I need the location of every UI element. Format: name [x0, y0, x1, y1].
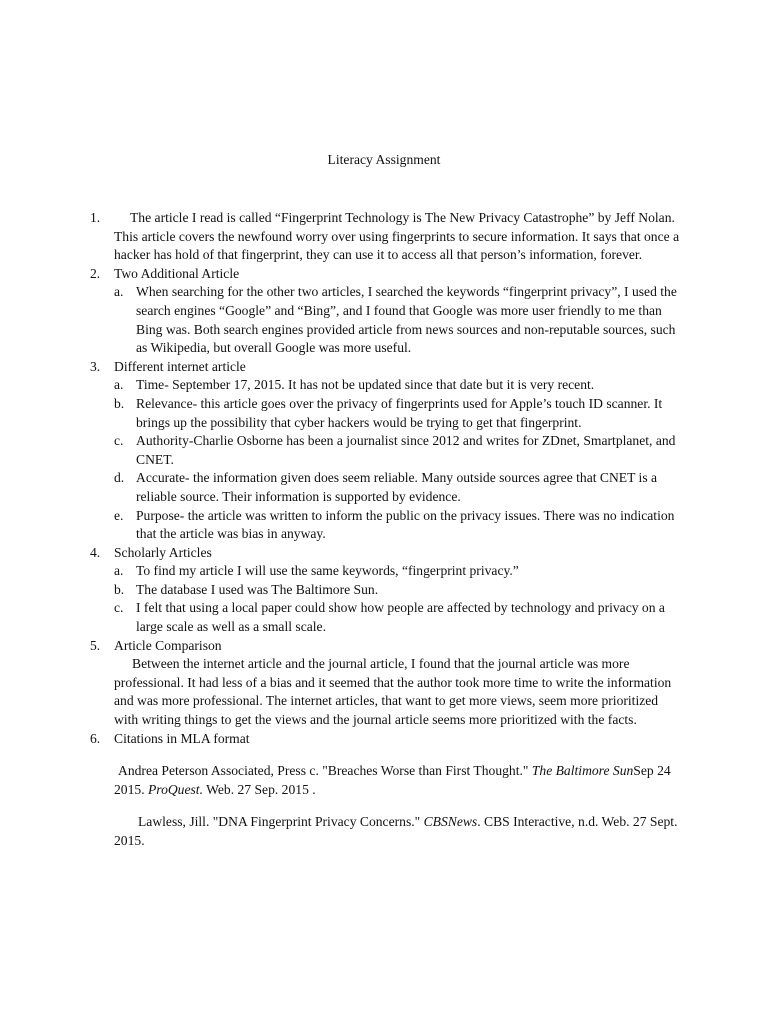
citation-source-title: The Baltimore Sun — [531, 763, 634, 779]
item-heading: Two Additional Article — [114, 265, 240, 281]
sub-item-text: When searching for the other two articles, I searched the keywords “fingerprint privacy”, I used the search engines “Google” and “Bing”, and I found that Google was more user friendly to me than Bing was. Both search engines provided article from news sources and non-reputable sources, such as Wikipedia, but overall Google was more useful. — [136, 284, 677, 356]
sub-item — [90, 395, 680, 432]
sub-item-text: Time- September 17, 2015. It has not be updated since that date but it is very recent. — [136, 377, 595, 393]
sub-item — [90, 599, 680, 636]
citation-database: ProQuest. — [147, 781, 203, 797]
list-item-3 — [90, 358, 680, 377]
sub-item — [90, 283, 680, 357]
sub-item-text: To find my article I will use the same keywords, “fingerprint privacy.” — [136, 563, 519, 579]
sub-item-text: Relevance- this article goes over the privacy of fingerprints used for Apple’s touch ID scanner. It brings up the possibility that cyber hackers would be trying to get that fingerprint. — [136, 395, 663, 430]
item-heading: Different internet article — [114, 358, 246, 374]
sub-item — [90, 469, 680, 506]
list-item-4 — [90, 544, 680, 563]
sub-item-letter: b. — [114, 581, 125, 597]
item-number: 4. — [90, 544, 101, 560]
sub-item — [90, 432, 680, 469]
list-item-2 — [90, 265, 680, 284]
citation-source-title: CBSNews — [423, 814, 478, 830]
citation-text: . CBS Interactive, n.d. Web. 27 Sept. 2015. — [114, 814, 678, 848]
sub-item-letter: c. — [114, 600, 124, 616]
sub-item-letter: c. — [114, 433, 124, 449]
item-number: 5. — [90, 637, 101, 653]
item-number: 6. — [90, 730, 101, 746]
list-item-5 — [90, 637, 680, 656]
sub-item-text: Authority-Charlie Osborne has been a journalist since 2012 and writes for ZDnet, Smartplanet, and CNET. — [136, 433, 676, 467]
citation-text: Lawless, Jill. "DNA Fingerprint Privacy Concerns." — [138, 814, 424, 830]
item-text: The article I read is called “Fingerprint Technology is The New Privacy Catastrophe” by Jeff Nolan. This article covers the newfound worry over using fingerprints to secure information. It says that once a hacker has hold of that fingerprint, they can use it to access all that person’s information, forever. — [114, 210, 680, 263]
item-number: 3. — [90, 358, 101, 374]
sub-item — [90, 581, 680, 600]
comparison-paragraph: Between the internet article and the journal article, I found that the journal article was more professional. It had less of a bias and it seemed that the author took more time to write the information and was more professional. The internet articles, that want to get more views, seem more prioritized with writing things to get the views and the journal article seems more prioritized with the facts. — [114, 656, 672, 728]
item-heading: Citations in MLA format — [114, 730, 250, 746]
citation-2 — [90, 813, 680, 850]
sub-item-letter: d. — [114, 470, 125, 486]
document-title: Literacy Assignment — [327, 152, 441, 167]
citation-text: Andrea Peterson Associated, Press c. "Breaches Worse than First Thought." — [118, 763, 532, 779]
sub-item-letter: e. — [114, 507, 124, 523]
sub-item — [90, 562, 680, 581]
sub-item-text: I felt that using a local paper could show how people are affected by technology and privacy on a large scale as well as a small scale. — [136, 600, 665, 635]
list-item-1 — [90, 209, 680, 265]
sub-item-letter: a. — [114, 284, 124, 300]
item-number: 2. — [90, 265, 101, 281]
sub-item — [90, 376, 680, 395]
sub-item-letter: b. — [114, 395, 125, 411]
citation-text: Sep 24 2015. — [114, 763, 671, 797]
item-number: 1. — [90, 210, 101, 225]
sub-item-letter: a. — [114, 377, 124, 393]
list-item-6 — [90, 730, 680, 749]
sub-item-text: Accurate- the information given does seem reliable. Many outside sources agree that CNET is a reliable source. Their information is supported by evidence. — [136, 470, 658, 504]
item-heading: Article Comparison — [114, 637, 222, 653]
citation-1 — [90, 762, 680, 799]
citation-text: Web. 27 Sep. 2015 . — [202, 781, 316, 797]
sub-item-letter: a. — [114, 563, 124, 579]
sub-item-text: The database I used was The Baltimore Sun. — [136, 581, 379, 597]
document-body — [90, 209, 680, 851]
item-heading: Scholarly Articles — [114, 544, 212, 560]
sub-item — [90, 507, 680, 544]
sub-item-text: Purpose- the article was written to inform the public on the privacy issues. There was no indication that the article was bias in anyway. — [136, 507, 675, 542]
